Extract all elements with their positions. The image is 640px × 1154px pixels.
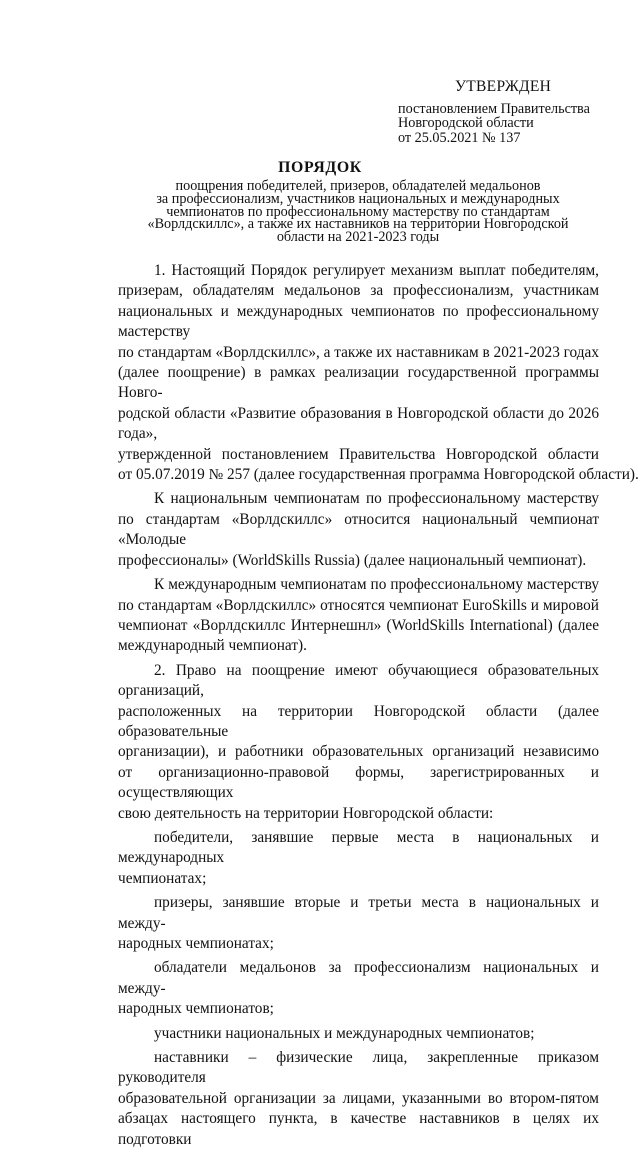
text-line: победители, занявшие первые места в национальных и международных [118, 828, 599, 867]
text-line: народных чемпионатов; [118, 1000, 274, 1018]
subtitle-line: «Ворлдскиллс», а также их наставников на территории Новгородской [147, 216, 569, 233]
text-line: национальных и международных чемпионатов по профессиональному мастерству [118, 302, 599, 341]
list-item-participants [118, 1024, 599, 1044]
document-body [118, 261, 639, 1154]
approval-heading: УТВЕРЖДЕН [455, 78, 552, 95]
text-line: участники национальных и международных чемпионатов; [154, 1024, 535, 1042]
document-subtitle [118, 180, 598, 244]
text-line: от организационно-правовой формы, зарегистрированных и осуществляющих [118, 763, 599, 802]
text-line: чемпионатах; [118, 869, 207, 887]
text-line: родской области «Развитие образования в Новгородской области до 2026 года», [118, 404, 599, 443]
text-line: профессионалы» (WorldSkills Russia) (далее национальный чемпионат). [118, 551, 587, 569]
text-line: призеры, занявшие вторые и третьи места в национальных и между- [118, 894, 599, 932]
text-line: международный чемпионат). [118, 637, 307, 655]
approval-line: от 25.05.2021 № 137 [398, 129, 521, 146]
text-line: расположенных на территории Новгородской области (далее образовательные [118, 702, 599, 740]
text-line: 2. Право на поощрение имеют обучающиеся образовательных организаций, [118, 661, 599, 700]
text-line: К национальным чемпионатам по профессиональному мастерству [154, 490, 599, 508]
approval-stamp [398, 80, 628, 145]
text-line: организации), и работники образовательных организаций независимо [118, 743, 599, 761]
text-line: К международным чемпионатам по профессиональному мастерству [154, 576, 599, 594]
list-item-winners [118, 828, 599, 889]
list-item-mentors [118, 1048, 599, 1150]
approval-line: Новгородской области [398, 115, 534, 131]
subtitle-line: области на 2021-2023 годы [276, 229, 440, 246]
text-line: чемпионат «Ворлдскиллс Интернешнл» (WorldSkills International) (далее [118, 616, 599, 634]
text-line: образовательной организации за лицами, указанными во втором-пятом [118, 1089, 599, 1107]
paragraph-2 [118, 661, 599, 824]
text-line: абзацах настоящего пункта, в качестве наставников в целях их подготовки [118, 1110, 599, 1148]
text-line: утвержденной постановлением Правительства Новгородской области [118, 445, 599, 463]
text-line: народных чемпионатах; [118, 935, 274, 952]
approval-line: постановлением Правительства [398, 100, 590, 117]
subtitle-line: поощрения победителей, призеров, обладателей медальонов [175, 178, 541, 194]
paragraph-international [118, 575, 599, 657]
subtitle-line: чемпионатов по профессиональному мастерству по стандартам [166, 203, 550, 220]
text-line: 1. Настоящий Порядок регулирует механизм выплат победителям, [154, 262, 599, 279]
text-line: по стандартам «Ворлдскиллс» относятся чемпионат EuroSkills и мировой [118, 596, 599, 614]
text-line: свою деятельность на территории Новгородской области: [118, 804, 494, 822]
text-line: призерам, обладателям медальонов за профессионализм, участникам [118, 282, 599, 300]
list-item-medallion-holders [118, 958, 599, 1019]
text-line: наставники – физические лица, закрепленные приказом руководителя [118, 1049, 599, 1087]
document-title: ПОРЯДОК [278, 159, 362, 176]
text-line: по стандартам «Ворлдскиллс» относится национальный чемпионат «Молодые [118, 510, 599, 549]
subtitle-line: за профессионализм, участников национальных и международных [156, 190, 560, 207]
paragraph-national [118, 489, 599, 571]
paragraph-1 [118, 261, 639, 485]
text-line: от 05.07.2019 № 257 (далее государственная программа Новгородской области). [118, 466, 639, 484]
text-line: по стандартам «Ворлдскиллс», а также их наставникам в 2021-2023 годах [118, 343, 599, 361]
text-line: (далее поощрение) в рамках реализации государственной программы Новго- [118, 364, 599, 402]
list-item-prizewinners [118, 893, 599, 954]
text-line: обладатели медальонов за профессионализм национальных и между- [118, 959, 599, 997]
